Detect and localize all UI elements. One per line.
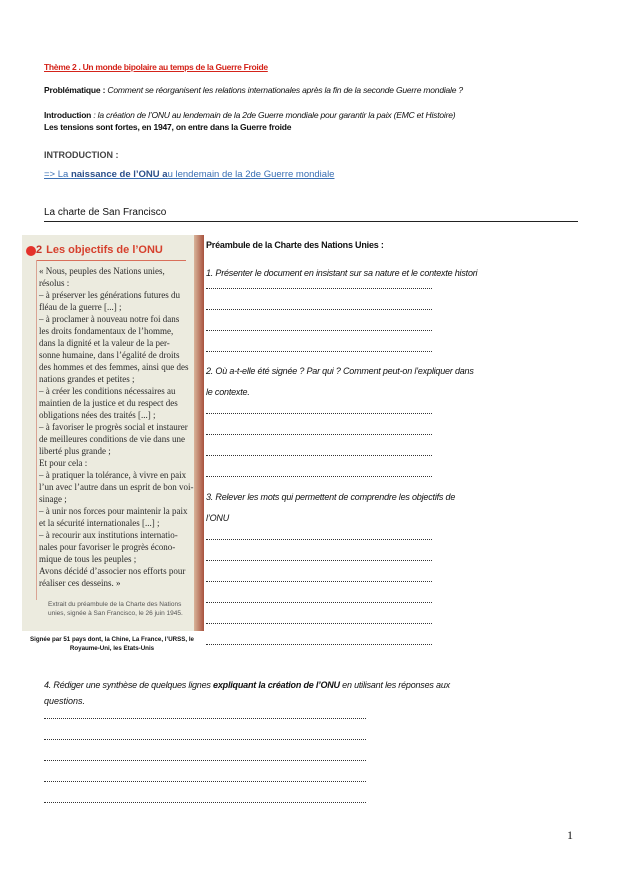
answer-line[interactable] [206,560,432,561]
excerpt-margin-rule [36,260,37,600]
question-4-line-2: questions. [44,696,86,706]
question-2-line-1: 2. Où a-t-elle été signée ? Par qui ? Comment peut-on l’expliquer dans [206,366,474,376]
problematique-text: Comment se réorganisent les relations internationales après la fin de la seconde Guerre mondiale ? [107,85,463,95]
question-4-part-2: en utilisant les réponses aux [339,680,450,690]
answer-line[interactable] [44,781,366,782]
preamble-title: Préambule de la Charte des Nations Unies : [206,240,384,250]
answer-line[interactable] [206,351,432,352]
answer-line[interactable] [206,455,432,456]
excerpt-title [36,244,163,256]
textbook-excerpt-image [22,235,204,631]
answer-line[interactable] [206,330,432,331]
answer-line[interactable] [206,476,432,477]
question-3-line-2: l’ONU [206,513,229,523]
answer-line[interactable] [206,309,432,310]
introduction-line [44,110,455,120]
answer-line[interactable] [44,760,366,761]
question-4-line-1 [44,680,450,690]
onu-link-prefix[interactable]: => La [44,169,71,180]
question-3-line-1: 3. Relever les mots qui permettent de comprendre les objectifs de [206,492,456,502]
answer-line[interactable] [206,288,432,289]
answer-line[interactable] [206,602,432,603]
problematique [44,85,463,95]
question-4-part-1: 4. Rédiger une synthèse de quelques lignes [44,680,214,690]
onu-link-bold[interactable]: naissance de l’ONU a [70,169,168,180]
problematique-label: Problématique : [44,85,106,95]
introduction-line-2: Les tensions sont fortes, en 1947, on entre dans la Guerre froide [44,122,292,132]
answer-line[interactable] [206,434,432,435]
question-4-emphasis: expliquant la création de l’ONU [213,680,340,690]
answer-line[interactable] [206,413,432,414]
question-1: 1. Présenter le document en insistant sur sa nature et le contexte histori [206,268,478,278]
excerpt-title-rule [36,260,186,261]
section-title: La charte de San Francisco [44,207,167,218]
theme-title: Thème 2 . Un monde bipolaire au temps de la Guerre Froide [44,62,268,72]
answer-line[interactable] [44,739,366,740]
answer-line[interactable] [206,539,432,540]
section-divider [44,221,578,222]
question-2-line-2: le contexte. [206,387,250,397]
answer-line[interactable] [206,644,432,645]
answer-line[interactable] [206,623,432,624]
page-number: 1 [567,828,573,842]
onu-link[interactable] [44,169,334,180]
answer-line[interactable] [44,802,366,803]
answer-line[interactable] [44,718,366,719]
excerpt-caption: Signée par 51 pays dont, la Chine, La France, l’URSS, le Royaume-Uni, les Etats-Unis [29,636,195,652]
book-page-edge [194,235,204,631]
red-bullet-icon [26,246,36,256]
excerpt-text: « Nous, peuples des Nations unies, résolus : – à préserver les générations futures du fléau de la guerre [...] ; – à proclamer à nouveau notre foi dans les droits fondamentaux de l’homme, dans la dignité et la valeur de la per- sonne humaine, dans l’égalité de droits des hommes et des femmes, ainsi que des nations grandes et petites ; – à créer les conditions nécessaires au maintien de la justice et du respect des obligations nées des traités [...] ; – à favoriser le progrès social et instaurer de meilleures conditions de vie dans une liberté plus grande ; Et pour cela : – à pratiquer la tolérance, à vivre en paix l’un avec l’autre dans un esprit de bon voi- sinage ; – à unir nos forces pour maintenir la paix et la sécurité internationales [...] ; – à recourir aux institutions internatio- nales pour favoriser le progrès écono- mique de tous les peuples ; Avons décidé d’associer nos efforts pour réaliser ces desseins. » [39,266,194,588]
onu-link-suffix[interactable]: u lendemain de la 2de Guerre mondiale [167,169,335,180]
introduction-heading: INTRODUCTION : [44,150,119,160]
excerpt-number: 2 [36,244,43,256]
answer-line[interactable] [206,581,432,582]
excerpt-title-text: Les objectifs de l’ONU [46,244,163,256]
introduction-text: : la création de l’ONU au lendemain de la 2de Guerre mondiale pour garantir la paix (EMC et Histoire) [91,110,456,120]
introduction-label: Introduction [44,110,92,120]
excerpt-source: Extrait du préambule de la Charte des Nations unies, signée à San Francisco, le 26 juin 1945. [48,601,183,617]
